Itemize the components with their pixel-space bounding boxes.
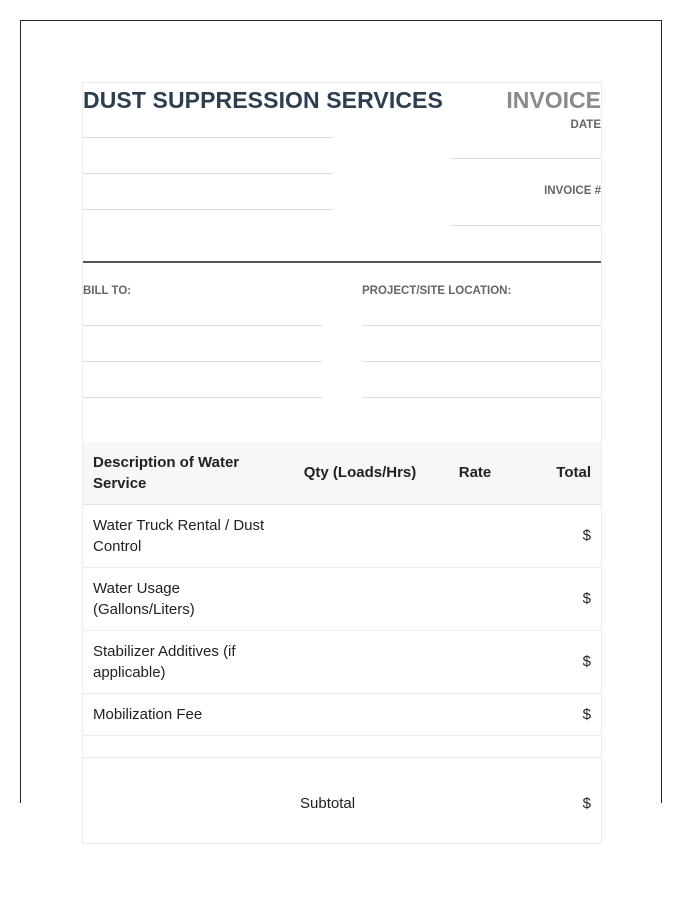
date-label: DATE [570, 119, 601, 131]
spacer-cell [83, 735, 601, 757]
bill-to-line[interactable] [83, 361, 322, 362]
table-row [83, 567, 601, 630]
invoice-number-label: INVOICE # [544, 185, 601, 197]
row-rate[interactable] [430, 693, 520, 735]
invoice-number-field-line[interactable] [451, 225, 601, 226]
header-divider [83, 261, 601, 263]
row-total: $ [520, 693, 601, 735]
row-rate[interactable] [430, 504, 520, 567]
row-qty[interactable] [290, 504, 430, 567]
row-total: $ [520, 504, 601, 567]
company-info-line[interactable] [83, 137, 333, 138]
row-description: Water Truck Rental / Dust Control [83, 504, 290, 567]
date-field-line[interactable] [451, 158, 601, 159]
row-qty[interactable] [290, 567, 430, 630]
row-total: $ [520, 567, 601, 630]
row-description: Mobilization Fee [83, 693, 290, 735]
column-header-rate: Rate [430, 442, 520, 504]
project-location-line[interactable] [362, 397, 601, 398]
invoice-title: INVOICE [506, 87, 601, 113]
project-location-line[interactable] [362, 325, 601, 326]
bill-to-line[interactable] [83, 397, 322, 398]
table-spacer-row [83, 735, 601, 757]
row-description: Water Usage (Gallons/Liters) [83, 567, 290, 630]
row-rate[interactable] [430, 630, 520, 693]
column-header-qty: Qty (Loads/Hrs) [290, 442, 430, 504]
row-description: Stabilizer Additives (if applicable) [83, 630, 290, 693]
bill-to-label: BILL TO: [83, 285, 132, 297]
company-name: DUST SUPPRESSION SERVICES [83, 87, 443, 113]
line-items-table [83, 442, 601, 758]
column-header-total: Total [520, 442, 601, 504]
table-row [83, 630, 601, 693]
invoice-page [20, 20, 662, 812]
row-rate[interactable] [430, 567, 520, 630]
row-qty[interactable] [290, 630, 430, 693]
bill-to-line[interactable] [83, 325, 322, 326]
invoice-content [82, 82, 602, 844]
company-info-line[interactable] [83, 209, 333, 210]
table-row [83, 504, 601, 567]
project-location-line[interactable] [362, 361, 601, 362]
subtotal-label: Subtotal [300, 795, 356, 812]
table-row [83, 693, 601, 735]
project-location-label: PROJECT/SITE LOCATION: [362, 285, 512, 297]
column-header-description: Description of Water Service [83, 442, 290, 504]
subtotal-value: $ [582, 795, 591, 812]
company-info-line[interactable] [83, 173, 333, 174]
row-total: $ [520, 630, 601, 693]
row-qty[interactable] [290, 693, 430, 735]
table-header-row [83, 442, 601, 504]
